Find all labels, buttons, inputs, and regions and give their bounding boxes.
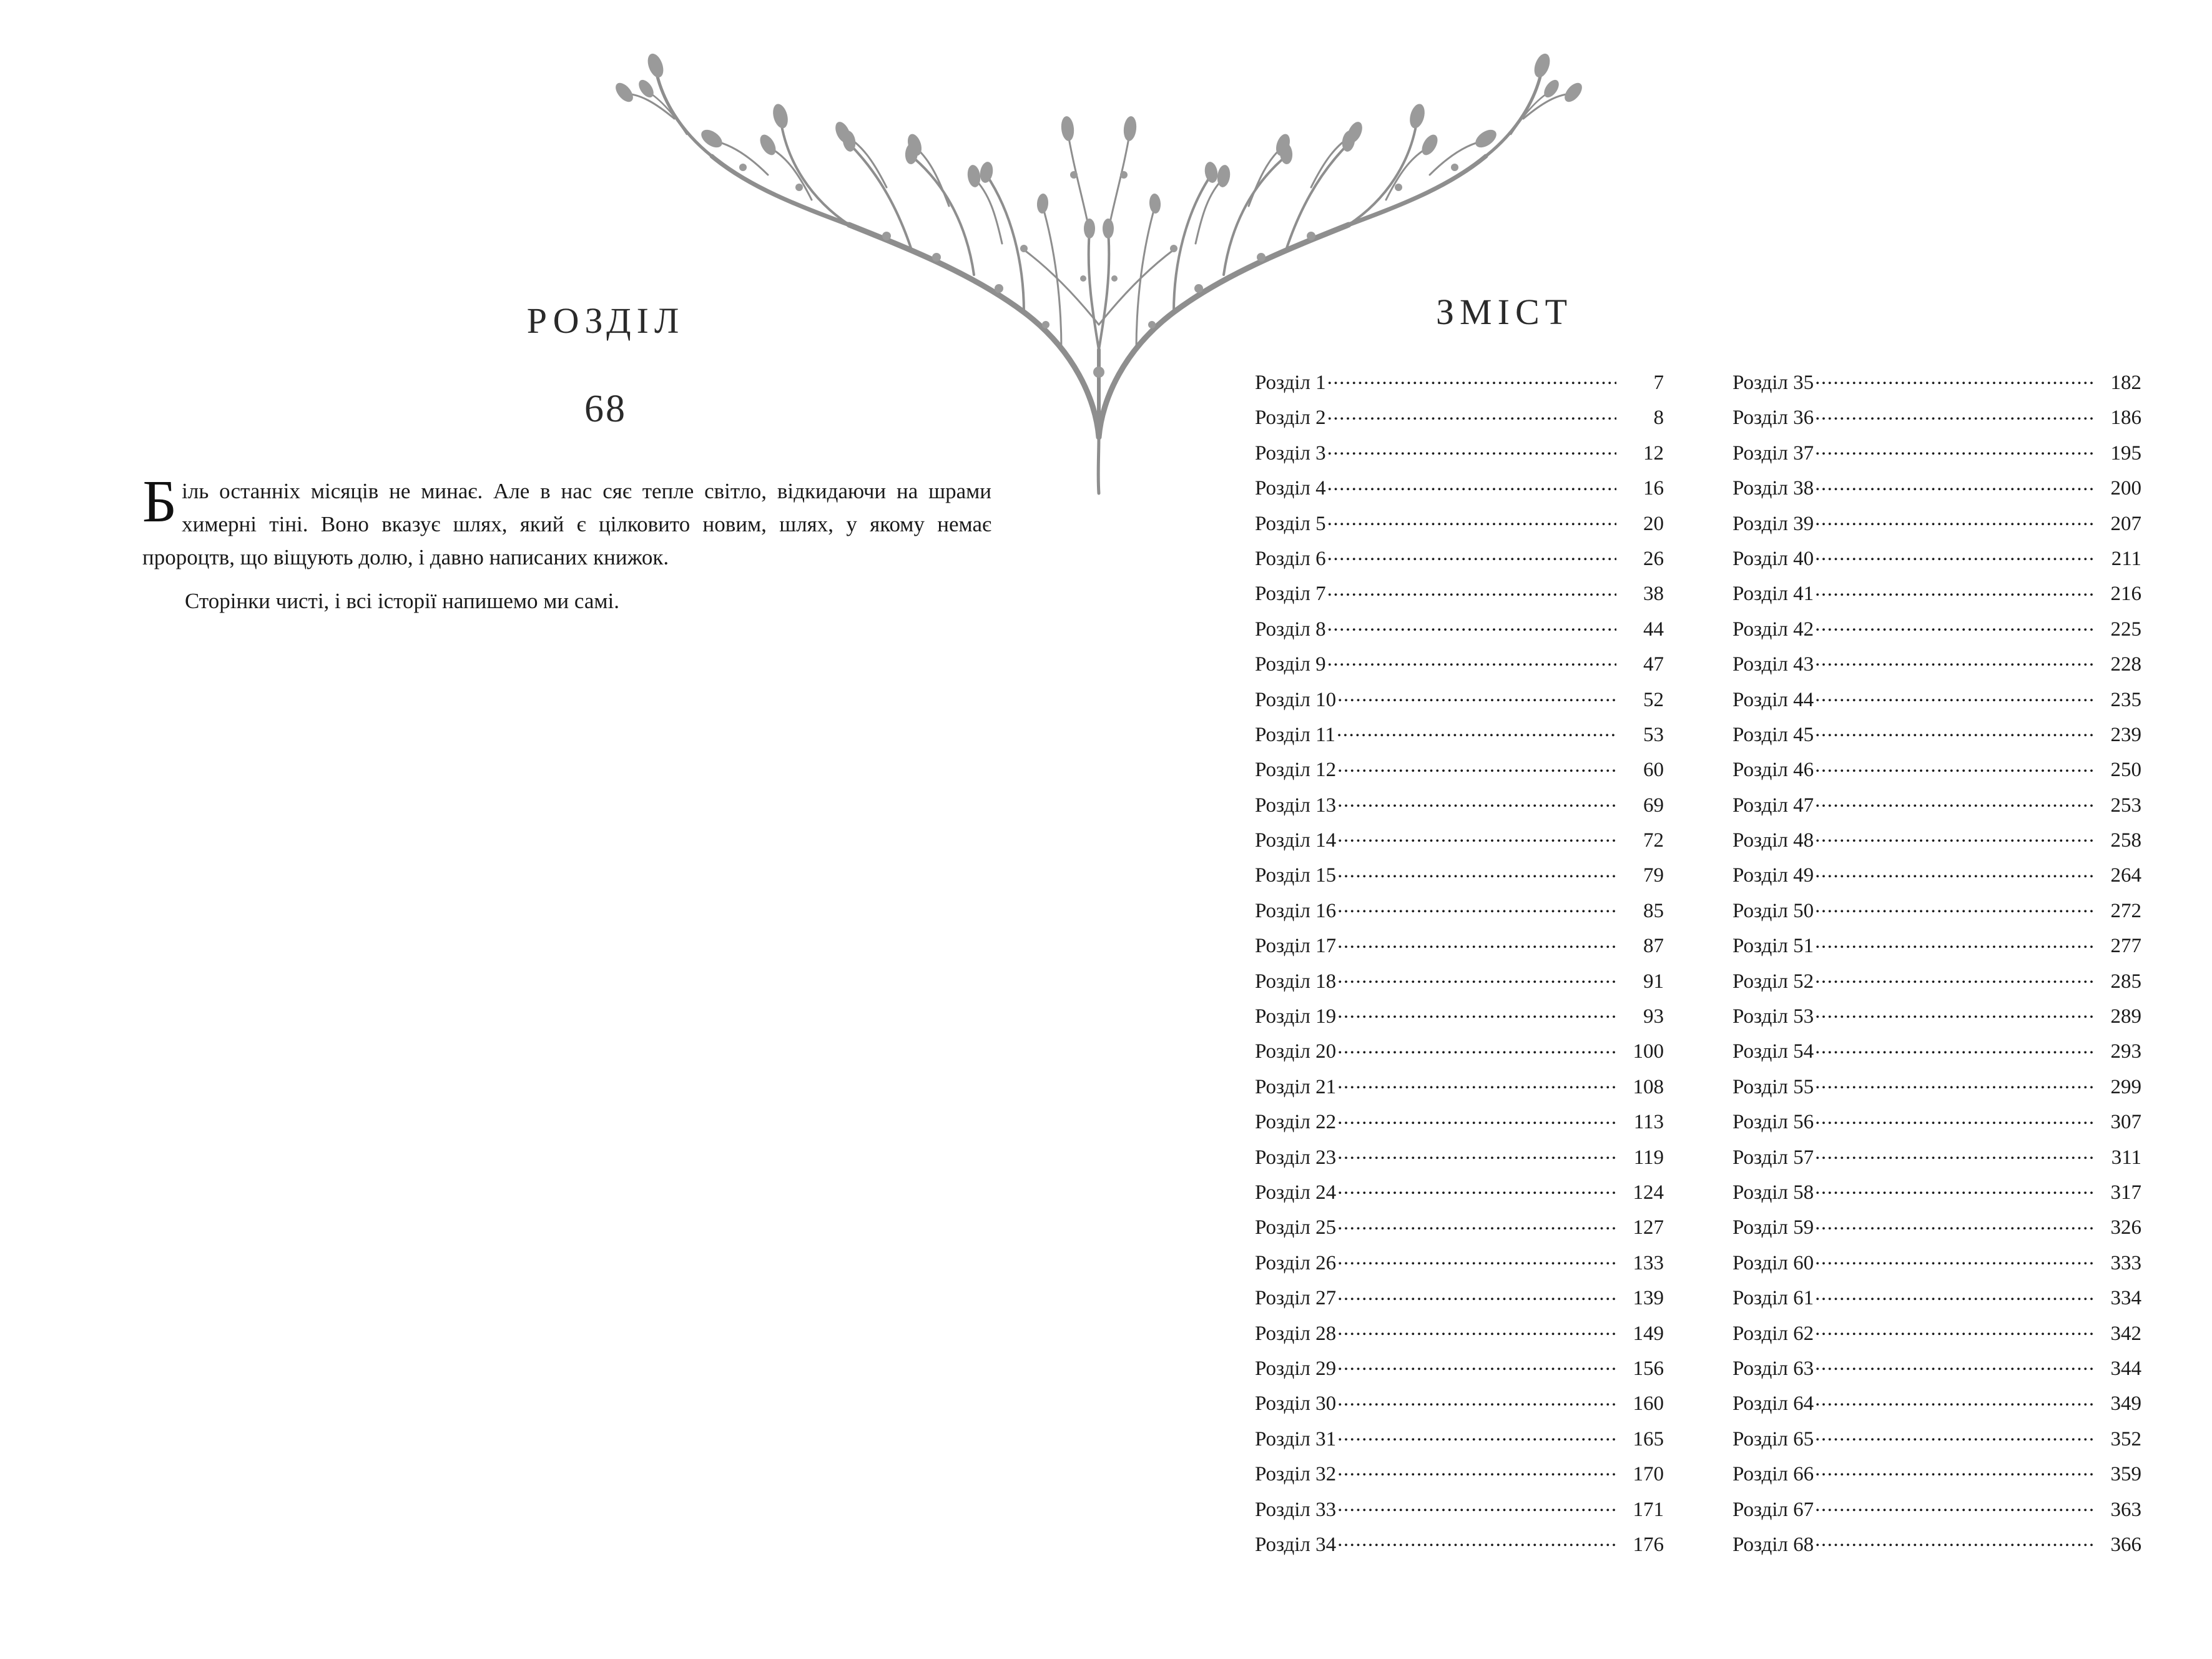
- toc-entry-page: 72: [1643, 829, 1664, 852]
- toc-leader-dots: [1337, 932, 1616, 952]
- toc-entry-page: 366: [2110, 1533, 2141, 1556]
- toc-entry-label: Розділ 26: [1255, 1251, 1337, 1274]
- toc-entry[interactable]: [1733, 1002, 2141, 1027]
- toc-entry-page: 289: [2110, 1005, 2141, 1028]
- toc-leader-dots: [1327, 544, 1616, 565]
- toc-entry-page: 207: [2110, 512, 2141, 535]
- toc-entry-label: Розділ 9: [1255, 653, 1326, 676]
- toc-entry-page: 235: [2110, 688, 2141, 711]
- toc-entry-label: Розділ 28: [1255, 1322, 1337, 1345]
- toc-entry-page: 342: [2110, 1322, 2141, 1345]
- toc-entry-page: 7: [1653, 372, 1664, 394]
- toc-leader-dots: [1337, 686, 1616, 706]
- toc-leader-dots: [1815, 967, 2094, 988]
- toc-leader-dots: [1815, 721, 2094, 741]
- toc-leader-dots: [1815, 544, 2094, 565]
- toc-leader-dots: [1327, 439, 1616, 460]
- toc-leader-dots: [1815, 1178, 2094, 1199]
- toc-entry-label: Розділ 27: [1255, 1287, 1337, 1310]
- toc-entry-label: Розділ 41: [1733, 583, 1814, 606]
- toc-entry[interactable]: [1255, 1037, 1664, 1062]
- toc-entry-page: 359: [2110, 1463, 2141, 1486]
- toc-leader-dots: [1337, 1425, 1616, 1445]
- toc-entry[interactable]: [1733, 861, 2141, 886]
- toc-entry[interactable]: [1255, 1284, 1664, 1309]
- toc-entry-label: Розділ 37: [1733, 441, 1814, 465]
- toc-entry-label: Розділ 43: [1733, 653, 1814, 676]
- chapter-number: 68: [584, 388, 627, 430]
- toc-leader-dots: [1337, 1249, 1616, 1269]
- toc-entry-page: 326: [2110, 1216, 2141, 1239]
- toc-entry-page: 349: [2110, 1392, 2141, 1415]
- toc-entry-page: 176: [1633, 1533, 1664, 1556]
- toc-entry-label: Розділ 63: [1733, 1357, 1814, 1380]
- toc-entry-label: Розділ 47: [1733, 794, 1814, 817]
- toc-entry-page: 363: [2110, 1498, 2141, 1521]
- toc-entry-label: Розділ 36: [1733, 406, 1814, 430]
- toc-entry-page: 225: [2110, 618, 2141, 641]
- toc-entry-label: Розділ 42: [1733, 618, 1814, 641]
- toc-entry[interactable]: [1733, 897, 2141, 922]
- toc-entry-label: Розділ 19: [1255, 1005, 1337, 1028]
- toc-entry-page: 85: [1643, 899, 1664, 922]
- toc-entry[interactable]: [1733, 1530, 2141, 1555]
- toc-columns: [1255, 368, 2141, 1565]
- toc-entry-label: Розділ 49: [1733, 864, 1814, 887]
- toc-entry-label: Розділ 50: [1733, 899, 1814, 922]
- toc-leader-dots: [1815, 1002, 2094, 1023]
- toc-entry[interactable]: [1255, 403, 1664, 428]
- toc-entry-label: Розділ 15: [1255, 864, 1337, 887]
- toc-leader-dots: [1327, 510, 1616, 530]
- toc-leader-dots: [1337, 1213, 1616, 1234]
- toc-entry[interactable]: [1733, 1389, 2141, 1414]
- toc-entry-page: 258: [2110, 829, 2141, 852]
- toc-entry[interactable]: [1255, 650, 1664, 675]
- toc-entry-label: Розділ 7: [1255, 583, 1326, 606]
- toc-entry-label: Розділ 46: [1733, 759, 1814, 782]
- toc-entry[interactable]: [1733, 721, 2141, 746]
- toc-leader-dots: [1337, 826, 1616, 847]
- toc-entry-page: 307: [2110, 1111, 2141, 1134]
- chapter-body-text: [142, 468, 991, 618]
- toc-entry[interactable]: [1733, 439, 2141, 464]
- toc-entry[interactable]: [1255, 686, 1664, 711]
- body-paragraph-first: [142, 468, 991, 574]
- toc-entry-page: 60: [1643, 759, 1664, 782]
- toc-leader-dots: [1337, 1037, 1616, 1058]
- toc-leader-dots: [1815, 368, 2094, 389]
- toc-leader-dots: [1337, 1389, 1616, 1410]
- toc-leader-dots: [1815, 650, 2094, 671]
- toc-leader-dots: [1815, 1425, 2094, 1445]
- toc-entry-label: Розділ 44: [1733, 688, 1814, 711]
- toc-entry[interactable]: [1733, 1213, 2141, 1238]
- toc-entry-page: 228: [2110, 653, 2141, 676]
- toc-entry-page: 216: [2110, 583, 2141, 606]
- toc-leader-dots: [1337, 967, 1616, 988]
- toc-leader-dots: [1815, 403, 2094, 424]
- toc-leader-dots: [1337, 721, 1616, 741]
- toc-leader-dots: [1337, 1460, 1616, 1480]
- toc-entry[interactable]: [1255, 1460, 1664, 1485]
- toc-entry[interactable]: [1733, 650, 2141, 675]
- toc-leader-dots: [1815, 579, 2094, 600]
- toc-leader-dots: [1327, 579, 1616, 600]
- toc-entry-label: Розділ 67: [1733, 1498, 1814, 1521]
- toc-entry-label: Розділ 66: [1733, 1463, 1814, 1486]
- toc-leader-dots: [1337, 1319, 1616, 1340]
- toc-entry-page: 91: [1643, 970, 1664, 993]
- toc-leader-dots: [1337, 1354, 1616, 1375]
- toc-entry[interactable]: [1255, 932, 1664, 957]
- toc-entry-label: Розділ 16: [1255, 899, 1337, 922]
- toc-entry[interactable]: [1733, 686, 2141, 711]
- toc-leader-dots: [1337, 1495, 1616, 1516]
- toc-entry-page: 264: [2110, 864, 2141, 887]
- toc-entry-label: Розділ 38: [1733, 477, 1814, 500]
- toc-leader-dots: [1815, 1389, 2094, 1410]
- toc-entry[interactable]: [1733, 1249, 2141, 1274]
- toc-entry-page: 139: [1633, 1287, 1664, 1310]
- toc-entry-label: Розділ 3: [1255, 441, 1326, 465]
- toc-entry-label: Розділ 32: [1255, 1463, 1337, 1486]
- toc-entry[interactable]: [1733, 1460, 2141, 1485]
- toc-entry[interactable]: [1733, 1495, 2141, 1520]
- toc-leader-dots: [1815, 1073, 2094, 1093]
- drop-cap: Б: [142, 468, 177, 534]
- toc-entry-page: 293: [2110, 1040, 2141, 1063]
- toc-entry[interactable]: [1733, 615, 2141, 640]
- toc-leader-dots: [1815, 932, 2094, 952]
- toc-entry-label: Розділ 40: [1733, 547, 1814, 570]
- toc-entry-page: 38: [1643, 583, 1664, 606]
- toc-entry-page: 211: [2111, 547, 2141, 570]
- body-paragraph-second: Сторінки чисті, і всі історії напишемо ми самі.: [185, 588, 620, 613]
- toc-leader-dots: [1337, 1143, 1616, 1164]
- toc-entry-page: 127: [1633, 1216, 1664, 1239]
- toc-entry-label: Розділ 35: [1733, 372, 1814, 394]
- toc-entry-page: 87: [1643, 935, 1664, 958]
- toc-leader-dots: [1815, 1249, 2094, 1269]
- toc-entry-page: 156: [1633, 1357, 1664, 1380]
- toc-entry-page: 108: [1633, 1075, 1664, 1098]
- toc-leader-dots: [1337, 756, 1616, 776]
- toc-entry-label: Розділ 29: [1255, 1357, 1337, 1380]
- toc-entry-label: Розділ 8: [1255, 618, 1326, 641]
- toc-entry-label: Розділ 34: [1255, 1533, 1337, 1556]
- toc-entry[interactable]: [1255, 967, 1664, 992]
- toc-entry-label: Розділ 18: [1255, 970, 1337, 993]
- toc-entry-label: Розділ 21: [1255, 1075, 1337, 1098]
- toc-leader-dots: [1815, 474, 2094, 495]
- toc-entry[interactable]: [1733, 579, 2141, 604]
- toc-entry-page: 44: [1643, 618, 1664, 641]
- toc-entry-label: Розділ 51: [1733, 935, 1814, 958]
- toc-entry-page: 53: [1643, 723, 1664, 746]
- toc-entry-page: 186: [2110, 406, 2141, 430]
- toc-entry-label: Розділ 5: [1255, 512, 1326, 535]
- toc-leader-dots: [1337, 1284, 1616, 1304]
- toc-entry[interactable]: [1255, 1178, 1664, 1203]
- toc-leader-dots: [1815, 1530, 2094, 1551]
- toc-entry-label: Розділ 1: [1255, 372, 1326, 394]
- toc-entry-label: Розділ 10: [1255, 688, 1337, 711]
- toc-leader-dots: [1327, 368, 1616, 389]
- toc-entry-label: Розділ 4: [1255, 477, 1326, 500]
- toc-entry-page: 16: [1643, 477, 1664, 500]
- toc-entry-label: Розділ 2: [1255, 406, 1326, 430]
- body-paragraph-first-text: іль останніх місяців не минає. Але в нас сяє тепле світло, відкидаючи на шрами химерні тіні. Воно вказує шлях, який є цілковито новим, шлях, у якому немає пророцтв, що віщують долю, і давно написаних книжок.: [142, 479, 991, 570]
- toc-entry-page: 160: [1633, 1392, 1664, 1415]
- toc-entry[interactable]: [1255, 1213, 1664, 1238]
- toc-entry-page: 334: [2110, 1287, 2141, 1310]
- toc-entry[interactable]: [1733, 1178, 2141, 1203]
- toc-entry-page: 93: [1643, 1005, 1664, 1028]
- toc-entry-page: 272: [2110, 899, 2141, 922]
- toc-leader-dots: [1327, 650, 1616, 671]
- toc-entry-page: 182: [2110, 372, 2141, 394]
- toc-entry-label: Розділ 12: [1255, 759, 1337, 782]
- toc-entry-page: 344: [2110, 1357, 2141, 1380]
- toc-leader-dots: [1815, 615, 2094, 636]
- toc-entry-page: 20: [1643, 512, 1664, 535]
- toc-entry-label: Розділ 25: [1255, 1216, 1337, 1239]
- toc-entry-label: Розділ 20: [1255, 1040, 1337, 1063]
- toc-entry[interactable]: [1255, 1530, 1664, 1555]
- toc-column-left: [1255, 368, 1664, 1565]
- toc-entry[interactable]: [1255, 1143, 1664, 1168]
- toc-entry[interactable]: [1733, 510, 2141, 534]
- toc-entry-label: Розділ 64: [1733, 1392, 1814, 1415]
- toc-entry[interactable]: [1255, 1354, 1664, 1379]
- toc-entry-page: 52: [1643, 688, 1664, 711]
- toc-leader-dots: [1815, 686, 2094, 706]
- toc-entry[interactable]: [1255, 439, 1664, 464]
- toc-entry[interactable]: [1733, 1319, 2141, 1344]
- toc-entry-page: 69: [1643, 794, 1664, 817]
- toc-entry-label: Розділ 48: [1733, 829, 1814, 852]
- toc-entry[interactable]: [1255, 474, 1664, 499]
- toc-entry[interactable]: [1733, 932, 2141, 957]
- toc-entry[interactable]: [1255, 791, 1664, 816]
- toc-entry-label: Розділ 59: [1733, 1216, 1814, 1239]
- toc-entry-page: 8: [1653, 406, 1664, 430]
- toc-entry-page: 299: [2110, 1075, 2141, 1098]
- toc-leader-dots: [1327, 474, 1616, 495]
- toc-entry[interactable]: [1733, 756, 2141, 780]
- toc-leader-dots: [1815, 861, 2094, 882]
- toc-leader-dots: [1337, 791, 1616, 812]
- toc-entry[interactable]: [1255, 1073, 1664, 1098]
- toc-column-right: [1733, 368, 2141, 1565]
- chapter-label: РОЗДІЛ: [526, 300, 685, 341]
- toc-entry[interactable]: [1255, 897, 1664, 922]
- toc-entry-label: Розділ 62: [1733, 1322, 1814, 1345]
- toc-leader-dots: [1815, 826, 2094, 847]
- toc-leader-dots: [1815, 791, 2094, 812]
- toc-entry[interactable]: [1255, 1319, 1664, 1344]
- toc-entry[interactable]: [1255, 1249, 1664, 1274]
- toc-title: ЗМІСТ: [1436, 292, 1573, 332]
- toc-leader-dots: [1815, 1319, 2094, 1340]
- toc-entry-label: Розділ 57: [1733, 1146, 1814, 1169]
- toc-entry-page: 250: [2110, 759, 2141, 782]
- toc-entry-label: Розділ 23: [1255, 1146, 1337, 1169]
- toc-leader-dots: [1815, 1037, 2094, 1058]
- toc-leader-dots: [1815, 1108, 2094, 1128]
- toc-entry-page: 119: [1633, 1146, 1664, 1169]
- toc-entry[interactable]: [1733, 967, 2141, 992]
- toc-entry-page: 47: [1643, 653, 1664, 676]
- toc-entry-page: 317: [2110, 1181, 2141, 1204]
- toc-entry-label: Розділ 68: [1733, 1533, 1814, 1556]
- toc-leader-dots: [1337, 1002, 1616, 1023]
- toc-entry-label: Розділ 24: [1255, 1181, 1337, 1204]
- toc-entry-page: 311: [2111, 1146, 2141, 1169]
- toc-entry[interactable]: [1255, 579, 1664, 604]
- toc-entry[interactable]: [1255, 368, 1664, 393]
- toc-leader-dots: [1815, 1495, 2094, 1516]
- toc-entry-label: Розділ 61: [1733, 1287, 1814, 1310]
- toc-entry-page: 124: [1633, 1181, 1664, 1204]
- toc-entry-label: Розділ 52: [1733, 970, 1814, 993]
- toc-entry[interactable]: [1255, 1425, 1664, 1450]
- toc-leader-dots: [1815, 897, 2094, 917]
- toc-entry-page: 133: [1633, 1251, 1664, 1274]
- toc-entry-label: Розділ 65: [1733, 1427, 1814, 1450]
- toc-entry[interactable]: [1733, 544, 2141, 569]
- toc-entry-page: 12: [1643, 441, 1664, 465]
- toc-leader-dots: [1337, 897, 1616, 917]
- toc-leader-dots: [1337, 1073, 1616, 1093]
- toc-entry[interactable]: [1733, 1354, 2141, 1379]
- toc-entry[interactable]: [1733, 1037, 2141, 1062]
- toc-entry-page: 113: [1633, 1111, 1664, 1134]
- toc-entry-page: 26: [1643, 547, 1664, 570]
- toc-entry-label: Розділ 58: [1733, 1181, 1814, 1204]
- toc-entry-page: 333: [2110, 1251, 2141, 1274]
- toc-leader-dots: [1815, 1354, 2094, 1375]
- toc-entry-label: Розділ 33: [1255, 1498, 1337, 1521]
- toc-leader-dots: [1815, 1213, 2094, 1234]
- toc-entry[interactable]: [1255, 510, 1664, 534]
- toc-entry[interactable]: [1255, 615, 1664, 640]
- toc-entry[interactable]: [1255, 1108, 1664, 1133]
- toc-entry-page: 100: [1633, 1040, 1664, 1063]
- toc-entry-label: Розділ 17: [1255, 935, 1337, 958]
- toc-entry-page: 149: [1633, 1322, 1664, 1345]
- toc-leader-dots: [1815, 439, 2094, 460]
- toc-leader-dots: [1815, 1460, 2094, 1480]
- toc-entry[interactable]: [1733, 1425, 2141, 1450]
- toc-entry-label: Розділ 54: [1733, 1040, 1814, 1063]
- toc-entry-label: Розділ 13: [1255, 794, 1337, 817]
- toc-entry-label: Розділ 55: [1733, 1075, 1814, 1098]
- toc-entry-label: Розділ 6: [1255, 547, 1326, 570]
- toc-entry[interactable]: [1255, 1495, 1664, 1520]
- toc-entry-label: Розділ 11: [1255, 723, 1335, 746]
- toc-leader-dots: [1815, 1284, 2094, 1304]
- toc-entry-page: 285: [2110, 970, 2141, 993]
- toc-entry-label: Розділ 56: [1733, 1111, 1814, 1134]
- toc-entry-label: Розділ 39: [1733, 512, 1814, 535]
- toc-entry[interactable]: [1255, 756, 1664, 780]
- toc-leader-dots: [1815, 1143, 2094, 1164]
- toc-entry[interactable]: [1733, 1284, 2141, 1309]
- toc-entry[interactable]: [1255, 544, 1664, 569]
- toc-entry-label: Розділ 22: [1255, 1111, 1337, 1134]
- toc-entry-page: 171: [1633, 1498, 1664, 1521]
- toc-entry-label: Розділ 53: [1733, 1005, 1814, 1028]
- toc-entry[interactable]: [1733, 474, 2141, 499]
- toc-entry-page: 352: [2110, 1427, 2141, 1450]
- toc-entry-label: Розділ 31: [1255, 1427, 1337, 1450]
- toc-entry[interactable]: [1733, 826, 2141, 851]
- toc-entry[interactable]: [1733, 403, 2141, 428]
- toc-leader-dots: [1815, 510, 2094, 530]
- toc-entry-page: 253: [2110, 794, 2141, 817]
- toc-entry[interactable]: [1733, 1108, 2141, 1133]
- toc-entry[interactable]: [1255, 1002, 1664, 1027]
- toc-entry-page: 200: [2110, 477, 2141, 500]
- toc-leader-dots: [1337, 861, 1616, 882]
- toc-entry-label: Розділ 30: [1255, 1392, 1337, 1415]
- toc-entry-page: 170: [1633, 1463, 1664, 1486]
- toc-leader-dots: [1327, 615, 1616, 636]
- toc-leader-dots: [1337, 1530, 1616, 1551]
- toc-entry[interactable]: [1733, 368, 2141, 393]
- toc-entry-page: 195: [2110, 441, 2141, 465]
- toc-entry-page: 239: [2110, 723, 2141, 746]
- toc-leader-dots: [1337, 1108, 1616, 1128]
- toc-entry-label: Розділ 60: [1733, 1251, 1814, 1274]
- toc-leader-dots: [1337, 1178, 1616, 1199]
- toc-entry[interactable]: [1733, 791, 2141, 816]
- toc-leader-dots: [1815, 756, 2094, 776]
- toc-entry-label: Розділ 45: [1733, 723, 1814, 746]
- toc-entry-page: 79: [1643, 864, 1664, 887]
- toc-entry[interactable]: [1255, 861, 1664, 886]
- toc-entry[interactable]: [1733, 1143, 2141, 1168]
- toc-entry-page: 165: [1633, 1427, 1664, 1450]
- toc-entry-page: 277: [2110, 935, 2141, 958]
- toc-entry-label: Розділ 14: [1255, 829, 1337, 852]
- toc-entry[interactable]: [1733, 1073, 2141, 1098]
- toc-entry[interactable]: [1255, 721, 1664, 746]
- toc-entry[interactable]: [1255, 826, 1664, 851]
- toc-leader-dots: [1327, 403, 1616, 424]
- toc-entry[interactable]: [1255, 1389, 1664, 1414]
